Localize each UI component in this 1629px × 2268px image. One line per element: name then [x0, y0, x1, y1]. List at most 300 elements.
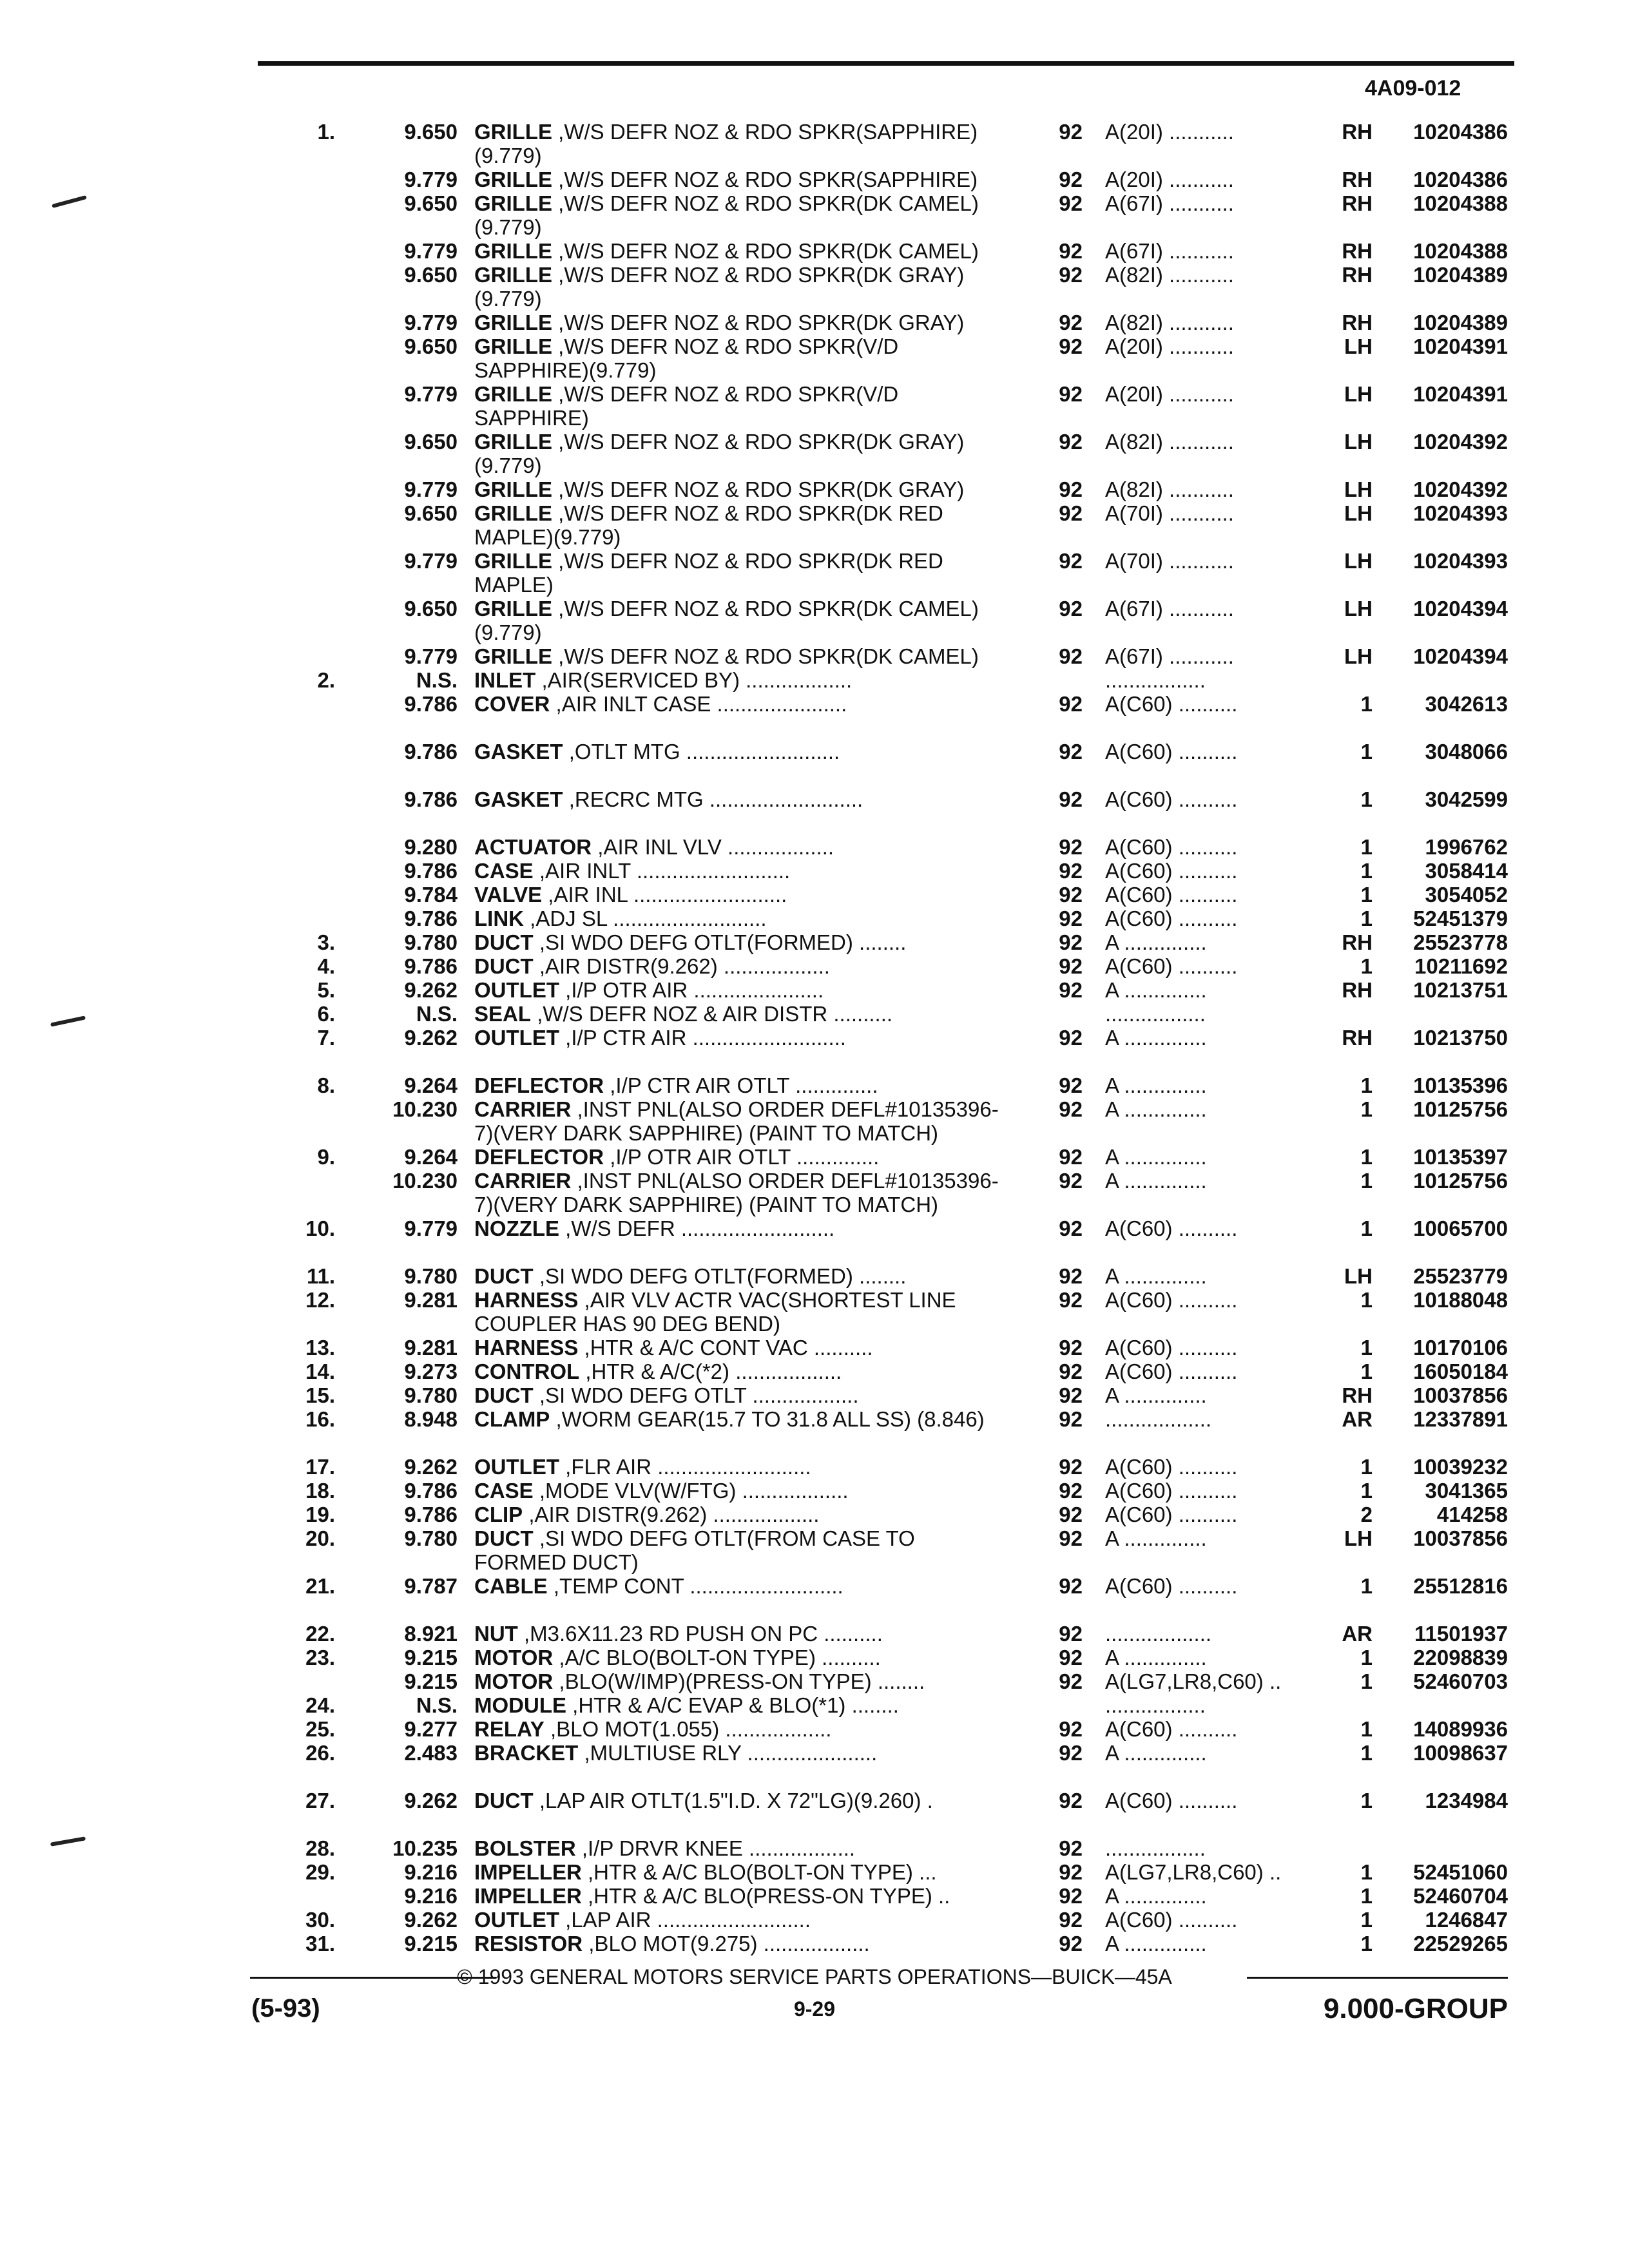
item-number: 19.: [305, 1503, 335, 1526]
part-detail: ,BLO MOT(9.275) ..................: [588, 1932, 870, 1956]
top-rule: [258, 61, 1514, 66]
part-number: 10204392: [1413, 477, 1508, 501]
page-code: 4A09-012: [1365, 76, 1461, 101]
table-row: [0, 978, 1629, 1002]
part-number: 52460704: [1413, 1884, 1508, 1908]
group-number: 9.215: [404, 1932, 458, 1956]
quantity: RH: [1342, 1026, 1373, 1050]
option-code: A(C60) ..........: [1105, 1336, 1238, 1360]
model-year: 92: [1059, 930, 1083, 954]
part-name: GRILLE: [474, 334, 552, 358]
option-code: A(82I) ...........: [1105, 477, 1234, 501]
part-description: [474, 1932, 1003, 1956]
part-description: [474, 1836, 1003, 1860]
part-name: GRILLE: [474, 477, 552, 501]
part-description: [474, 1145, 1003, 1169]
table-row: [0, 1741, 1629, 1789]
option-code: A(LG7,LR8,C60) ..: [1105, 1669, 1282, 1693]
item-number: 4.: [317, 954, 335, 978]
part-name: MOTOR: [474, 1646, 554, 1669]
table-row: [0, 1026, 1629, 1073]
quantity: LH: [1344, 382, 1373, 406]
model-year: 92: [1059, 1169, 1083, 1193]
part-description: [474, 191, 1003, 239]
part-number: 16050184: [1413, 1360, 1508, 1383]
part-name: CARRIER: [474, 1097, 572, 1121]
part-description: [474, 120, 1003, 168]
part-name: GRILLE: [474, 382, 552, 406]
quantity: 1: [1360, 1479, 1373, 1503]
table-row: [0, 120, 1629, 168]
part-number: 10204389: [1413, 311, 1508, 334]
option-code: A(67I) ...........: [1105, 644, 1234, 668]
option-code: A ..............: [1105, 1026, 1207, 1050]
item-number: 24.: [305, 1693, 335, 1717]
part-detail: ,INST PNL(ALSO ORDER DEFL#10135396-7)(VERY DARK SAPPHIRE) (PAINT TO MATCH): [474, 1169, 999, 1216]
part-name: GASKET: [474, 740, 563, 764]
item-number: 8.: [317, 1073, 335, 1097]
part-number: 10204388: [1413, 191, 1508, 215]
option-code: A ..............: [1105, 1932, 1207, 1956]
quantity: LH: [1344, 334, 1373, 358]
table-row: [0, 644, 1629, 668]
part-number: 10204391: [1413, 334, 1508, 358]
part-detail: ,AIR DISTR(9.262) ..................: [539, 954, 830, 978]
model-year: 92: [1059, 1526, 1083, 1550]
table-row: [0, 263, 1629, 311]
part-name: ACTUATOR: [474, 835, 592, 859]
part-description: [474, 1622, 1003, 1646]
part-description: [474, 1026, 1003, 1050]
part-detail: ,I/P CTR AIR OTLT ..............: [610, 1073, 878, 1097]
part-number: 1996762: [1425, 835, 1508, 859]
part-number: 10204393: [1413, 549, 1508, 573]
part-detail: ,I/P CTR AIR ..........................: [565, 1026, 846, 1050]
table-row: [0, 1646, 1629, 1669]
option-code: .................: [1105, 668, 1206, 692]
part-name: DUCT: [474, 954, 534, 978]
model-year: 92: [1059, 1026, 1083, 1050]
part-name: CASE: [474, 1479, 534, 1503]
item-number: 16.: [305, 1407, 335, 1431]
part-detail: ,AIR VLV ACTR VAC(SHORTEST LINE COUPLER HAS 90 DEG BEND): [474, 1288, 956, 1336]
option-code: ..................: [1105, 1622, 1212, 1646]
part-number: 25523778: [1413, 930, 1508, 954]
part-detail: ,W/S DEFR NOZ & RDO SPKR(DK CAMEL): [558, 644, 979, 668]
option-code: A(20I) ...........: [1105, 120, 1234, 144]
item-number: 14.: [305, 1360, 335, 1383]
group-number: 9.262: [404, 978, 458, 1002]
part-description: [474, 859, 1003, 883]
part-name: MOTOR: [474, 1669, 554, 1693]
part-detail: ,I/P DRVR KNEE ..................: [581, 1836, 856, 1860]
quantity: 1: [1360, 835, 1373, 859]
option-code: A(LG7,LR8,C60) ..: [1105, 1860, 1282, 1884]
part-description: [474, 1503, 1003, 1526]
part-name: BOLSTER: [474, 1836, 576, 1860]
part-number: 25512816: [1413, 1574, 1508, 1598]
option-code: A(C60) ..........: [1105, 859, 1238, 883]
model-year: 92: [1059, 644, 1083, 668]
quantity: 2: [1360, 1503, 1373, 1526]
model-year: 92: [1059, 1836, 1083, 1860]
part-detail: ,I/P OTR AIR ......................: [565, 978, 824, 1002]
table-row: [0, 239, 1629, 263]
part-detail: ,LAP AIR ..........................: [565, 1908, 811, 1932]
model-year: 92: [1059, 382, 1083, 406]
part-detail: ,OTLT MTG ..........................: [568, 740, 840, 764]
table-row: [0, 787, 1629, 835]
part-detail: ,RECRC MTG ..........................: [568, 787, 863, 811]
part-detail: ,I/P OTR AIR OTLT ..............: [610, 1145, 880, 1169]
part-detail: ,W/S DEFR NOZ & RDO SPKR(SAPPHIRE): [558, 168, 978, 191]
part-number: 10037856: [1413, 1383, 1508, 1407]
model-year: 92: [1059, 1479, 1083, 1503]
item-number: 28.: [305, 1836, 335, 1860]
model-year: 92: [1059, 311, 1083, 334]
part-number: 10065700: [1413, 1216, 1508, 1240]
option-code: A(C60) ..........: [1105, 954, 1238, 978]
part-number: 10125756: [1413, 1169, 1508, 1193]
table-row: [0, 692, 1629, 740]
part-number: 3041365: [1425, 1479, 1508, 1503]
item-number: 13.: [305, 1336, 335, 1360]
part-number: 52460703: [1413, 1669, 1508, 1693]
model-year: 92: [1059, 1336, 1083, 1360]
part-detail: ,W/S DEFR NOZ & RDO SPKR(DK GRAY) (9.779): [474, 263, 965, 311]
option-code: A(70I) ...........: [1105, 501, 1234, 525]
quantity: 1: [1360, 1646, 1373, 1669]
group-number: 9.650: [404, 430, 458, 454]
part-name: SEAL: [474, 1002, 532, 1026]
option-code: A(20I) ...........: [1105, 334, 1234, 358]
group-number: 10.230: [392, 1169, 458, 1193]
part-name: GRILLE: [474, 597, 552, 620]
item-number: 30.: [305, 1908, 335, 1932]
part-description: [474, 835, 1003, 859]
group-number: 9.281: [404, 1336, 458, 1360]
table-row: [0, 1360, 1629, 1383]
part-number: 22098839: [1413, 1646, 1508, 1669]
group-number: 9.780: [404, 1526, 458, 1550]
part-number: 10204394: [1413, 644, 1508, 668]
quantity: 1: [1360, 1097, 1373, 1121]
model-year: 92: [1059, 1741, 1083, 1765]
option-code: A(C60) ..........: [1105, 787, 1238, 811]
model-year: 92: [1059, 1669, 1083, 1693]
table-row: [0, 1264, 1629, 1288]
quantity: 1: [1360, 1717, 1373, 1741]
part-number: 3058414: [1425, 859, 1508, 883]
table-row: [0, 1669, 1629, 1693]
part-description: [474, 168, 1003, 191]
group-number: 9.780: [404, 1383, 458, 1407]
model-year: 92: [1059, 1264, 1083, 1288]
part-description: [474, 1455, 1003, 1479]
part-detail: ,W/S DEFR NOZ & RDO SPKR(V/D SAPPHIRE): [474, 382, 899, 430]
option-code: A(C60) ..........: [1105, 740, 1238, 764]
part-description: [474, 1169, 1003, 1216]
part-number: 52451379: [1413, 907, 1508, 930]
option-code: A ..............: [1105, 1741, 1207, 1765]
quantity: 1: [1360, 954, 1373, 978]
model-year: 92: [1059, 1288, 1083, 1312]
quantity: 1: [1360, 859, 1373, 883]
part-name: DUCT: [474, 1264, 534, 1288]
group-number: 9.262: [404, 1026, 458, 1050]
option-code: A ..............: [1105, 1526, 1207, 1550]
model-year: 92: [1059, 1717, 1083, 1741]
table-row: [0, 1383, 1629, 1407]
part-name: CLAMP: [474, 1407, 550, 1431]
quantity: 1: [1360, 740, 1373, 764]
group-number: 9.264: [404, 1073, 458, 1097]
table-row: [0, 334, 1629, 382]
quantity: 1: [1360, 1669, 1373, 1693]
option-code: A(C60) ..........: [1105, 1360, 1238, 1383]
group-number: 9.784: [404, 883, 458, 907]
model-year: 92: [1059, 1097, 1083, 1121]
option-code: A ..............: [1105, 1097, 1207, 1121]
table-row: [0, 1407, 1629, 1455]
group-number: 9.650: [404, 263, 458, 287]
model-year: 92: [1059, 1622, 1083, 1646]
table-row: [0, 1693, 1629, 1717]
group-number: 9.281: [404, 1288, 458, 1312]
group-number: 9.215: [404, 1646, 458, 1669]
part-description: [474, 907, 1003, 930]
table-row: [0, 1884, 1629, 1908]
group-number: 9.779: [404, 382, 458, 406]
group-number: 9.650: [404, 501, 458, 525]
part-number: 10204394: [1413, 597, 1508, 620]
part-detail: ,W/S DEFR NOZ & RDO SPKR(DK CAMEL): [558, 239, 979, 263]
table-row: [0, 859, 1629, 883]
part-description: [474, 1479, 1003, 1503]
group-number: 9.786: [404, 787, 458, 811]
option-code: A(C60) ..........: [1105, 883, 1238, 907]
part-number: 10204386: [1413, 120, 1508, 144]
table-row: [0, 930, 1629, 954]
part-detail: ,MODE VLV(W/FTG) ..................: [539, 1479, 849, 1503]
option-code: A(C60) ..........: [1105, 835, 1238, 859]
option-code: A(82I) ...........: [1105, 430, 1234, 454]
model-year: 92: [1059, 740, 1083, 764]
quantity: 1: [1360, 883, 1373, 907]
part-name: DUCT: [474, 1789, 534, 1812]
part-detail: ,MULTIUSE RLY ......................: [584, 1741, 878, 1765]
group-number: 10.235: [392, 1836, 458, 1860]
part-detail: ,HTR & A/C BLO(PRESS-ON TYPE) ..: [588, 1884, 950, 1908]
model-year: 92: [1059, 597, 1083, 620]
part-name: CONTROL: [474, 1360, 580, 1383]
item-number: 31.: [305, 1932, 335, 1956]
part-number: 10211692: [1414, 954, 1508, 978]
group-number: 9.786: [404, 1503, 458, 1526]
table-row: [0, 1145, 1629, 1169]
group-number: 9.650: [404, 191, 458, 215]
part-number: 10037856: [1413, 1526, 1508, 1550]
group-number: N.S.: [416, 1002, 458, 1026]
part-detail: ,AIR INL VLV ..................: [597, 835, 834, 859]
table-row: [0, 668, 1629, 692]
option-code: A(82I) ...........: [1105, 311, 1234, 334]
group-number: 9.650: [404, 334, 458, 358]
model-year: 92: [1059, 954, 1083, 978]
quantity: LH: [1344, 644, 1373, 668]
model-year: 92: [1059, 168, 1083, 191]
part-name: CARRIER: [474, 1169, 572, 1193]
part-name: DUCT: [474, 1383, 534, 1407]
part-name: GRILLE: [474, 644, 552, 668]
part-description: [474, 549, 1003, 597]
part-name: NUT: [474, 1622, 518, 1646]
quantity: 1: [1360, 1884, 1373, 1908]
model-year: 92: [1059, 907, 1083, 930]
part-name: GRILLE: [474, 168, 552, 191]
part-name: GRILLE: [474, 120, 552, 144]
group-number: N.S.: [416, 1693, 458, 1717]
part-number: 10135397: [1413, 1145, 1508, 1169]
model-year: 92: [1059, 477, 1083, 501]
part-detail: ,AIR INL ..........................: [548, 883, 787, 907]
item-number: 6.: [317, 1002, 335, 1026]
part-number: 10204386: [1413, 168, 1508, 191]
group-number: 9.787: [404, 1574, 458, 1598]
part-detail: ,HTR & A/C CONT VAC ..........: [584, 1336, 873, 1360]
table-row: [0, 311, 1629, 334]
quantity: 1: [1360, 1789, 1373, 1812]
part-description: [474, 382, 1003, 430]
quantity: 1: [1360, 692, 1373, 716]
option-code: A ..............: [1105, 1646, 1207, 1669]
part-name: MODULE: [474, 1693, 566, 1717]
item-number: 29.: [305, 1860, 335, 1884]
table-row: [0, 1455, 1629, 1479]
part-detail: ,AIR(SERVICED BY) ..................: [541, 668, 853, 692]
part-name: HARNESS: [474, 1336, 579, 1360]
quantity: AR: [1342, 1622, 1373, 1646]
option-code: A ..............: [1105, 1073, 1207, 1097]
group-number: 9.786: [404, 692, 458, 716]
revision-date: (5-93): [251, 1994, 320, 2023]
part-description: [474, 1336, 1003, 1360]
option-code: A(C60) ..........: [1105, 1503, 1238, 1526]
table-row: [0, 835, 1629, 859]
copyright-line: © 1993 GENERAL MOTORS SERVICE PARTS OPERATIONS—BUICK—45A: [457, 1965, 1172, 1988]
part-name: NOZZLE: [474, 1216, 559, 1240]
part-description: [474, 740, 1003, 764]
part-description: [474, 1002, 1003, 1026]
table-row: [0, 1288, 1629, 1336]
item-number: 27.: [305, 1789, 335, 1812]
group-number: 9.779: [404, 549, 458, 573]
part-detail: ,W/S DEFR NOZ & RDO SPKR(DK GRAY) (9.779): [474, 430, 965, 477]
group-number: 9.786: [404, 907, 458, 930]
model-year: 92: [1059, 692, 1083, 716]
model-year: 92: [1059, 501, 1083, 525]
part-detail: ,INST PNL(ALSO ORDER DEFL#10135396-7)(VERY DARK SAPPHIRE) (PAINT TO MATCH): [474, 1097, 999, 1145]
group-number: 9.262: [404, 1455, 458, 1479]
part-description: [474, 334, 1003, 382]
model-year: 92: [1059, 239, 1083, 263]
part-detail: ,M3.6X11.23 RD PUSH ON PC ..........: [524, 1622, 883, 1646]
part-detail: ,W/S DEFR NOZ & RDO SPKR(DK RED MAPLE): [474, 549, 943, 597]
group-number: 9.786: [404, 954, 458, 978]
group-number: 10.230: [392, 1097, 458, 1121]
model-year: 92: [1059, 1216, 1083, 1240]
part-description: [474, 787, 1003, 811]
part-name: GRILLE: [474, 263, 552, 287]
part-description: [474, 311, 1003, 334]
part-detail: ,AIR INLT CASE ......................: [555, 692, 847, 716]
table-row: [0, 1908, 1629, 1932]
option-code: A(C60) ..........: [1105, 1789, 1238, 1812]
item-number: 10.: [305, 1216, 335, 1240]
part-name: OUTLET: [474, 978, 559, 1002]
part-description: [474, 668, 1003, 692]
part-number: 25523779: [1413, 1264, 1508, 1288]
quantity: RH: [1342, 263, 1373, 287]
group-number: 9.780: [404, 1264, 458, 1288]
group-number: 8.948: [404, 1407, 458, 1431]
part-description: [474, 1860, 1003, 1884]
group-label: 9.000-GROUP: [1323, 1993, 1508, 2024]
option-code: A(67I) ...........: [1105, 597, 1234, 620]
option-code: A(C60) ..........: [1105, 907, 1238, 930]
model-year: 92: [1059, 835, 1083, 859]
quantity: RH: [1342, 311, 1373, 334]
part-detail: ,W/S DEFR NOZ & RDO SPKR(DK CAMEL)(9.779): [474, 191, 979, 239]
group-number: 2.483: [404, 1741, 458, 1765]
option-code: .................: [1105, 1002, 1206, 1026]
model-year: 92: [1059, 191, 1083, 215]
table-row: [0, 1336, 1629, 1360]
part-description: [474, 930, 1003, 954]
part-description: [474, 644, 1003, 668]
model-year: 92: [1059, 1145, 1083, 1169]
option-code: A(C60) ..........: [1105, 692, 1238, 716]
model-year: 92: [1059, 120, 1083, 144]
part-name: DUCT: [474, 930, 534, 954]
option-code: ..................: [1105, 1407, 1212, 1431]
group-number: N.S.: [416, 668, 458, 692]
part-number: 3042613: [1425, 692, 1508, 716]
item-number: 25.: [305, 1717, 335, 1741]
part-detail: ,W/S DEFR NOZ & RDO SPKR(V/D SAPPHIRE)(9.779): [474, 334, 899, 382]
part-name: CABLE: [474, 1574, 548, 1598]
part-number: 10125756: [1413, 1097, 1508, 1121]
part-detail: ,HTR & A/C EVAP & BLO(*1) ........: [572, 1693, 899, 1717]
table-row: [0, 883, 1629, 907]
part-number: 10204392: [1413, 430, 1508, 454]
part-detail: ,W/S DEFR NOZ & RDO SPKR(DK GRAY): [558, 477, 965, 501]
table-row: [0, 597, 1629, 644]
group-number: 9.779: [404, 1216, 458, 1240]
quantity: LH: [1344, 597, 1373, 620]
table-row: [0, 168, 1629, 191]
part-number: 3048066: [1425, 740, 1508, 764]
quantity: LH: [1344, 1264, 1373, 1288]
part-name: LINK: [474, 907, 524, 930]
quantity: RH: [1342, 191, 1373, 215]
part-description: [474, 883, 1003, 907]
model-year: 92: [1059, 978, 1083, 1002]
part-name: OUTLET: [474, 1026, 559, 1050]
option-code: A(20I) ...........: [1105, 382, 1234, 406]
table-row: [0, 1479, 1629, 1503]
group-number: 9.786: [404, 859, 458, 883]
